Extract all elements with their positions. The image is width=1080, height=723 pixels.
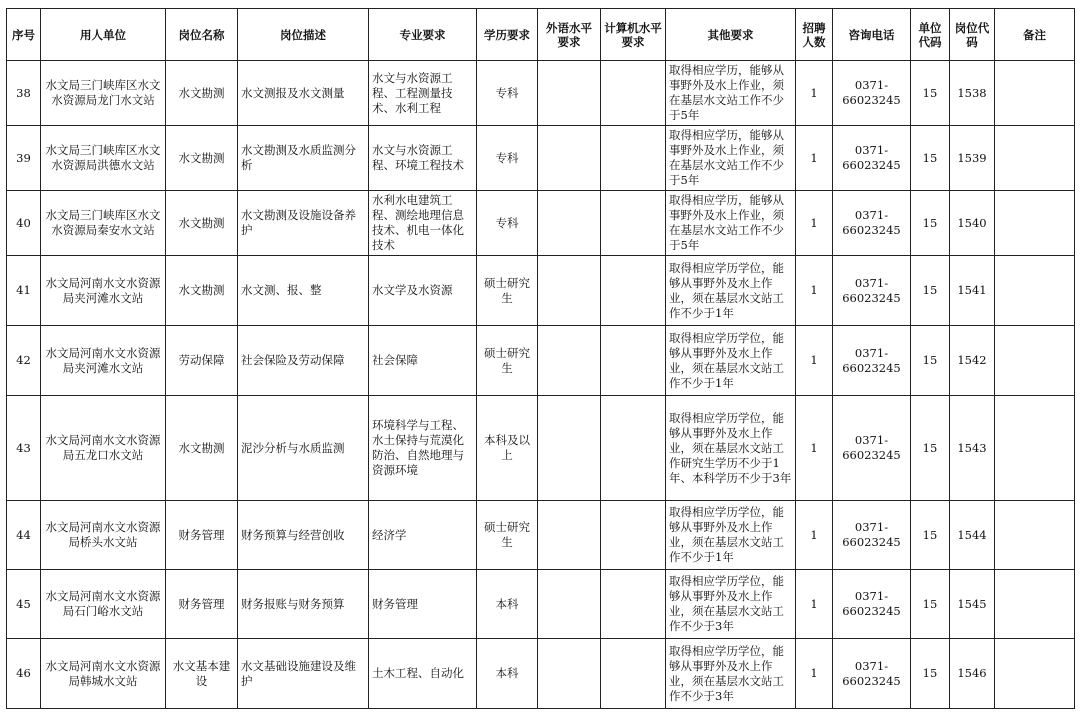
cell-position-code: 1540 — [950, 191, 995, 256]
cell-employer: 水文局河南水文水资源局夹河滩水文站 — [41, 256, 166, 326]
cell-foreign-language — [538, 639, 601, 709]
cell-position-code: 1542 — [950, 326, 995, 396]
header-row — [7, 9, 1075, 61]
cell-index: 45 — [7, 570, 41, 639]
cell-unit-code: 15 — [911, 326, 950, 396]
cell-description: 泥沙分析与水质监测 — [238, 396, 369, 501]
cell-description: 水文勘测及水质监测分析 — [238, 126, 369, 191]
cell-other: 取得相应学历，能够从事野外及水上作业，须在基层水文站工作不少于5年 — [666, 126, 796, 191]
cell-foreign-language — [538, 570, 601, 639]
table-row — [7, 256, 1075, 326]
cell-computer — [601, 256, 666, 326]
cell-unit-code: 15 — [911, 191, 950, 256]
cell-description: 社会保险及劳动保障 — [238, 326, 369, 396]
cell-index: 40 — [7, 191, 41, 256]
cell-major: 社会保障 — [369, 326, 477, 396]
cell-position-code: 1545 — [950, 570, 995, 639]
cell-education: 硕士研究生 — [477, 501, 538, 570]
cell-position: 水文基本建设 — [166, 639, 238, 709]
cell-description: 水文勘测及设施设备养护 — [238, 191, 369, 256]
cell-index: 39 — [7, 126, 41, 191]
cell-major: 水利水电建筑工程、测绘地理信息技术、机电一体化技术 — [369, 191, 477, 256]
cell-notes — [995, 256, 1075, 326]
cell-employer: 水文局三门峡库区水文水资源局洪德水文站 — [41, 126, 166, 191]
cell-description: 财务报账与财务预算 — [238, 570, 369, 639]
header-unit-code: 单位代码 — [911, 9, 950, 61]
cell-foreign-language — [538, 326, 601, 396]
cell-employer: 水文局河南水文水资源局五龙口水文站 — [41, 396, 166, 501]
header-notes: 备注 — [995, 9, 1075, 61]
cell-unit-code: 15 — [911, 570, 950, 639]
cell-computer — [601, 639, 666, 709]
header-description: 岗位描述 — [238, 9, 369, 61]
cell-index: 41 — [7, 256, 41, 326]
cell-education: 本科及以上 — [477, 396, 538, 501]
cell-notes — [995, 61, 1075, 126]
cell-position: 水文勘测 — [166, 126, 238, 191]
cell-phone: 0371-66023245 — [833, 61, 911, 126]
cell-index: 43 — [7, 396, 41, 501]
cell-phone: 0371-66023245 — [833, 126, 911, 191]
cell-headcount: 1 — [796, 570, 833, 639]
cell-headcount: 1 — [796, 501, 833, 570]
cell-description: 财务预算与经营创收 — [238, 501, 369, 570]
cell-major: 经济学 — [369, 501, 477, 570]
cell-description: 水文基础设施建设及维护 — [238, 639, 369, 709]
table-row — [7, 191, 1075, 256]
cell-employer: 水文局河南水文水资源局夹河滩水文站 — [41, 326, 166, 396]
cell-position: 水文勘测 — [166, 396, 238, 501]
cell-position-code: 1538 — [950, 61, 995, 126]
cell-phone: 0371-66023245 — [833, 501, 911, 570]
cell-phone: 0371-66023245 — [833, 570, 911, 639]
cell-other: 取得相应学历学位，能够从事野外及水上作业，须在基层水文站工作不少于1年 — [666, 256, 796, 326]
cell-major: 水文学及水资源 — [369, 256, 477, 326]
cell-position-code: 1541 — [950, 256, 995, 326]
cell-foreign-language — [538, 191, 601, 256]
cell-employer: 水文局河南水文水资源局桥头水文站 — [41, 501, 166, 570]
cell-major: 水文与水资源工程、环境工程技术 — [369, 126, 477, 191]
header-phone: 咨询电话 — [833, 9, 911, 61]
cell-foreign-language — [538, 126, 601, 191]
cell-employer: 水文局河南水文水资源局石门峪水文站 — [41, 570, 166, 639]
cell-position: 水文勘测 — [166, 61, 238, 126]
cell-notes — [995, 639, 1075, 709]
table-row — [7, 396, 1075, 501]
header-headcount: 招聘人数 — [796, 9, 833, 61]
cell-position-code: 1543 — [950, 396, 995, 501]
cell-education: 专科 — [477, 126, 538, 191]
cell-unit-code: 15 — [911, 639, 950, 709]
cell-education: 本科 — [477, 570, 538, 639]
cell-position-code: 1544 — [950, 501, 995, 570]
recruitment-table — [6, 8, 1075, 709]
header-computer: 计算机水平要求 — [601, 9, 666, 61]
cell-position: 水文勘测 — [166, 256, 238, 326]
table-row — [7, 639, 1075, 709]
cell-headcount: 1 — [796, 126, 833, 191]
cell-major: 财务管理 — [369, 570, 477, 639]
cell-headcount: 1 — [796, 256, 833, 326]
cell-phone: 0371-66023245 — [833, 256, 911, 326]
cell-notes — [995, 326, 1075, 396]
cell-position-code: 1539 — [950, 126, 995, 191]
cell-index: 44 — [7, 501, 41, 570]
cell-education: 专科 — [477, 61, 538, 126]
table-row — [7, 570, 1075, 639]
cell-position: 财务管理 — [166, 570, 238, 639]
cell-phone: 0371-66023245 — [833, 396, 911, 501]
cell-education: 本科 — [477, 639, 538, 709]
cell-headcount: 1 — [796, 61, 833, 126]
cell-computer — [601, 396, 666, 501]
cell-education: 硕士研究生 — [477, 256, 538, 326]
table-row — [7, 126, 1075, 191]
cell-computer — [601, 501, 666, 570]
cell-other: 取得相应学历，能够从事野外及水上作业，须在基层水文站工作不少于5年 — [666, 191, 796, 256]
header-foreign-language: 外语水平要求 — [538, 9, 601, 61]
cell-position-code: 1546 — [950, 639, 995, 709]
cell-foreign-language — [538, 61, 601, 126]
cell-computer — [601, 326, 666, 396]
cell-position: 水文勘测 — [166, 191, 238, 256]
header-employer: 用人单位 — [41, 9, 166, 61]
cell-position: 劳动保障 — [166, 326, 238, 396]
header-position-code: 岗位代码 — [950, 9, 995, 61]
cell-foreign-language — [538, 396, 601, 501]
table-row — [7, 61, 1075, 126]
cell-other: 取得相应学历学位，能够从事野外及水上作业，须在基层水文站工作研究生学历不少于1年、本科学历不少于3年 — [666, 396, 796, 501]
cell-notes — [995, 191, 1075, 256]
cell-index: 42 — [7, 326, 41, 396]
cell-description: 水文测、报、整 — [238, 256, 369, 326]
header-index: 序号 — [7, 9, 41, 61]
cell-notes — [995, 396, 1075, 501]
cell-computer — [601, 126, 666, 191]
cell-education: 专科 — [477, 191, 538, 256]
cell-major: 土木工程、自动化 — [369, 639, 477, 709]
cell-unit-code: 15 — [911, 501, 950, 570]
cell-description: 水文测报及水文测量 — [238, 61, 369, 126]
cell-unit-code: 15 — [911, 61, 950, 126]
cell-other: 取得相应学历学位，能够从事野外及水上作业，须在基层水文站工作不少于3年 — [666, 639, 796, 709]
cell-index: 46 — [7, 639, 41, 709]
cell-headcount: 1 — [796, 396, 833, 501]
cell-education: 硕士研究生 — [477, 326, 538, 396]
cell-unit-code: 15 — [911, 256, 950, 326]
cell-employer: 水文局三门峡库区水文水资源局秦安水文站 — [41, 191, 166, 256]
cell-position: 财务管理 — [166, 501, 238, 570]
header-major: 专业要求 — [369, 9, 477, 61]
cell-employer: 水文局三门峡库区水文水资源局龙门水文站 — [41, 61, 166, 126]
cell-foreign-language — [538, 501, 601, 570]
cell-headcount: 1 — [796, 639, 833, 709]
cell-employer: 水文局河南水文水资源局韩城水文站 — [41, 639, 166, 709]
cell-other: 取得相应学历学位，能够从事野外及水上作业，须在基层水文站工作不少于3年 — [666, 570, 796, 639]
cell-notes — [995, 570, 1075, 639]
cell-computer — [601, 61, 666, 126]
cell-major: 环境科学与工程、水土保持与荒漠化防治、自然地理与资源环境 — [369, 396, 477, 501]
cell-other: 取得相应学历学位，能够从事野外及水上作业，须在基层水文站工作不少于1年 — [666, 326, 796, 396]
cell-phone: 0371-66023245 — [833, 191, 911, 256]
cell-unit-code: 15 — [911, 126, 950, 191]
cell-phone: 0371-66023245 — [833, 639, 911, 709]
cell-index: 38 — [7, 61, 41, 126]
header-other: 其他要求 — [666, 9, 796, 61]
cell-phone: 0371-66023245 — [833, 326, 911, 396]
header-education: 学历要求 — [477, 9, 538, 61]
table-row — [7, 326, 1075, 396]
cell-computer — [601, 570, 666, 639]
header-position: 岗位名称 — [166, 9, 238, 61]
table-row — [7, 501, 1075, 570]
cell-other: 取得相应学历学位，能够从事野外及水上作业，须在基层水文站工作不少于1年 — [666, 501, 796, 570]
cell-foreign-language — [538, 256, 601, 326]
cell-notes — [995, 126, 1075, 191]
cell-headcount: 1 — [796, 326, 833, 396]
cell-computer — [601, 191, 666, 256]
cell-unit-code: 15 — [911, 396, 950, 501]
cell-notes — [995, 501, 1075, 570]
cell-headcount: 1 — [796, 191, 833, 256]
cell-other: 取得相应学历，能够从事野外及水上作业，须在基层水文站工作不少于5年 — [666, 61, 796, 126]
cell-major: 水文与水资源工程、工程测量技术、水利工程 — [369, 61, 477, 126]
